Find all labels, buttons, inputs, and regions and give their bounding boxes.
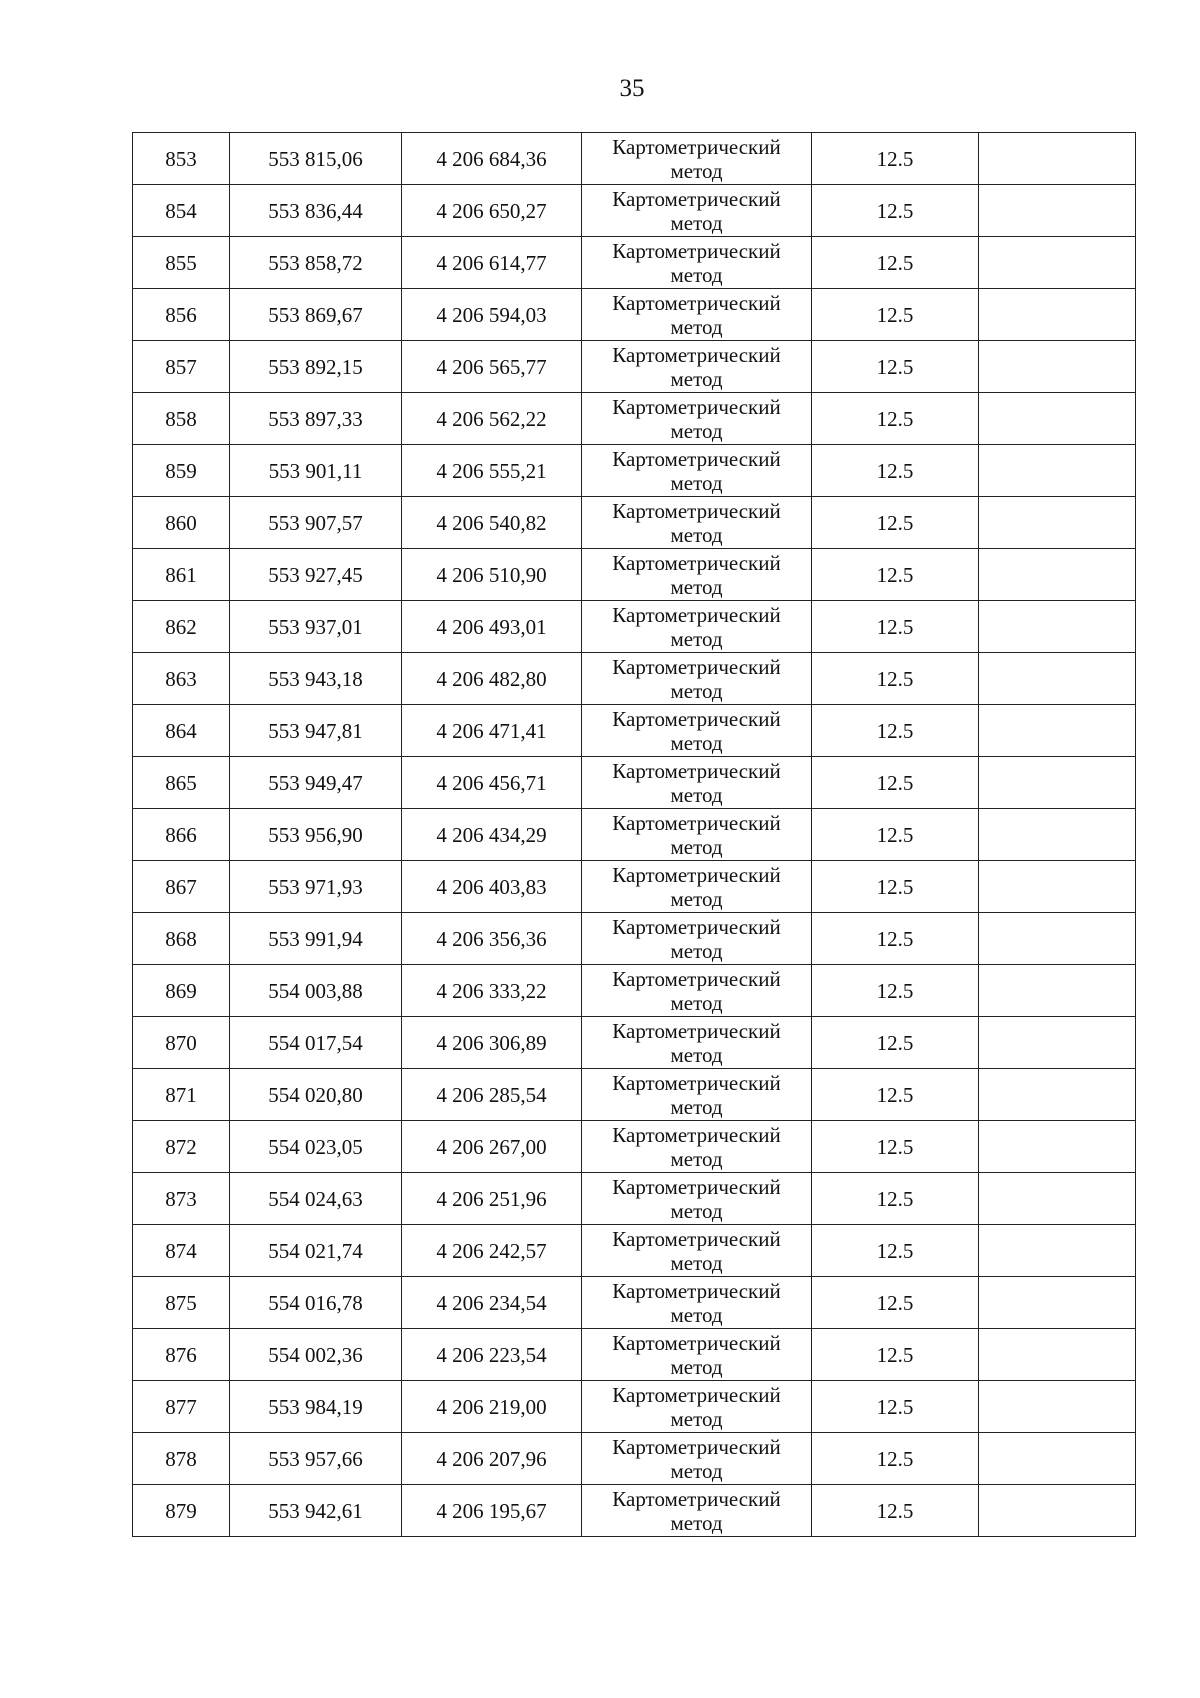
method-line-2: метод bbox=[670, 1458, 723, 1483]
method-line-2: метод bbox=[670, 1042, 723, 1067]
note-cell bbox=[979, 289, 1136, 341]
method-line-2: метод bbox=[670, 834, 723, 859]
y-coordinate-cell: 4 206 219,00 bbox=[402, 1381, 582, 1433]
method-cell bbox=[582, 653, 812, 705]
note-cell bbox=[979, 1485, 1136, 1537]
table-row bbox=[133, 445, 1136, 497]
table-row bbox=[133, 757, 1136, 809]
y-coordinate-cell: 4 206 306,89 bbox=[402, 1017, 582, 1069]
accuracy-cell: 12.5 bbox=[812, 133, 979, 185]
method-line-1: Картометрический bbox=[612, 290, 781, 315]
y-coordinate-cell: 4 206 565,77 bbox=[402, 341, 582, 393]
accuracy-cell: 12.5 bbox=[812, 601, 979, 653]
note-cell bbox=[979, 133, 1136, 185]
x-coordinate-cell: 553 869,67 bbox=[230, 289, 402, 341]
method-line-2: метод bbox=[670, 626, 723, 651]
table-row bbox=[133, 1485, 1136, 1537]
method-line-2: метод bbox=[670, 1354, 723, 1379]
note-cell bbox=[979, 549, 1136, 601]
accuracy-cell: 12.5 bbox=[812, 653, 979, 705]
method-line-1: Картометрический bbox=[612, 1486, 781, 1511]
method-line-2: метод bbox=[670, 782, 723, 807]
note-cell bbox=[979, 757, 1136, 809]
method-cell bbox=[582, 133, 812, 185]
point-number-cell: 874 bbox=[133, 1225, 230, 1277]
method-cell bbox=[582, 341, 812, 393]
y-coordinate-cell: 4 206 434,29 bbox=[402, 809, 582, 861]
x-coordinate-cell: 553 957,66 bbox=[230, 1433, 402, 1485]
x-coordinate-cell: 553 927,45 bbox=[230, 549, 402, 601]
x-coordinate-cell: 554 016,78 bbox=[230, 1277, 402, 1329]
note-cell bbox=[979, 1173, 1136, 1225]
method-line-2: метод bbox=[670, 1146, 723, 1171]
method-line-1: Картометрический bbox=[612, 914, 781, 939]
table-row bbox=[133, 1121, 1136, 1173]
x-coordinate-cell: 553 937,01 bbox=[230, 601, 402, 653]
method-cell bbox=[582, 1485, 812, 1537]
y-coordinate-cell: 4 206 333,22 bbox=[402, 965, 582, 1017]
accuracy-cell: 12.5 bbox=[812, 1225, 979, 1277]
method-line-2: метод bbox=[670, 886, 723, 911]
point-number-cell: 862 bbox=[133, 601, 230, 653]
accuracy-cell: 12.5 bbox=[812, 705, 979, 757]
accuracy-cell: 12.5 bbox=[812, 185, 979, 237]
method-line-2: метод bbox=[670, 1510, 723, 1535]
point-number-cell: 879 bbox=[133, 1485, 230, 1537]
note-cell bbox=[979, 1017, 1136, 1069]
method-line-1: Картометрический bbox=[612, 1434, 781, 1459]
method-cell bbox=[582, 1329, 812, 1381]
method-cell bbox=[582, 1017, 812, 1069]
accuracy-cell: 12.5 bbox=[812, 1433, 979, 1485]
method-line-1: Картометрический bbox=[612, 550, 781, 575]
accuracy-cell: 12.5 bbox=[812, 1485, 979, 1537]
note-cell bbox=[979, 1277, 1136, 1329]
table-row bbox=[133, 1381, 1136, 1433]
point-number-cell: 872 bbox=[133, 1121, 230, 1173]
method-cell bbox=[582, 1225, 812, 1277]
note-cell bbox=[979, 497, 1136, 549]
y-coordinate-cell: 4 206 540,82 bbox=[402, 497, 582, 549]
note-cell bbox=[979, 1329, 1136, 1381]
point-number-cell: 856 bbox=[133, 289, 230, 341]
point-number-cell: 857 bbox=[133, 341, 230, 393]
table-row bbox=[133, 965, 1136, 1017]
table-row bbox=[133, 1173, 1136, 1225]
accuracy-cell: 12.5 bbox=[812, 445, 979, 497]
x-coordinate-cell: 553 907,57 bbox=[230, 497, 402, 549]
accuracy-cell: 12.5 bbox=[812, 549, 979, 601]
point-number-cell: 875 bbox=[133, 1277, 230, 1329]
point-number-cell: 855 bbox=[133, 237, 230, 289]
y-coordinate-cell: 4 206 207,96 bbox=[402, 1433, 582, 1485]
x-coordinate-cell: 553 901,11 bbox=[230, 445, 402, 497]
y-coordinate-cell: 4 206 195,67 bbox=[402, 1485, 582, 1537]
point-number-cell: 860 bbox=[133, 497, 230, 549]
method-line-2: метод bbox=[670, 1094, 723, 1119]
method-line-1: Картометрический bbox=[612, 1122, 781, 1147]
method-line-1: Картометрический bbox=[612, 1174, 781, 1199]
x-coordinate-cell: 554 021,74 bbox=[230, 1225, 402, 1277]
method-cell bbox=[582, 913, 812, 965]
method-line-1: Картометрический bbox=[612, 1278, 781, 1303]
note-cell bbox=[979, 809, 1136, 861]
y-coordinate-cell: 4 206 510,90 bbox=[402, 549, 582, 601]
method-cell bbox=[582, 861, 812, 913]
method-cell bbox=[582, 237, 812, 289]
table-row bbox=[133, 705, 1136, 757]
method-cell bbox=[582, 497, 812, 549]
method-cell bbox=[582, 549, 812, 601]
point-number-cell: 870 bbox=[133, 1017, 230, 1069]
point-number-cell: 868 bbox=[133, 913, 230, 965]
accuracy-cell: 12.5 bbox=[812, 1173, 979, 1225]
method-line-2: метод bbox=[670, 730, 723, 755]
note-cell bbox=[979, 1069, 1136, 1121]
table-row bbox=[133, 289, 1136, 341]
y-coordinate-cell: 4 206 242,57 bbox=[402, 1225, 582, 1277]
method-line-2: метод bbox=[670, 1250, 723, 1275]
note-cell bbox=[979, 861, 1136, 913]
note-cell bbox=[979, 705, 1136, 757]
table-row bbox=[133, 1069, 1136, 1121]
method-line-2: метод bbox=[670, 990, 723, 1015]
x-coordinate-cell: 553 991,94 bbox=[230, 913, 402, 965]
method-line-1: Картометрический bbox=[612, 134, 781, 159]
method-cell bbox=[582, 393, 812, 445]
note-cell bbox=[979, 185, 1136, 237]
x-coordinate-cell: 553 892,15 bbox=[230, 341, 402, 393]
table-row bbox=[133, 393, 1136, 445]
method-line-2: метод bbox=[670, 1406, 723, 1431]
x-coordinate-cell: 554 003,88 bbox=[230, 965, 402, 1017]
method-line-2: метод bbox=[670, 470, 723, 495]
method-line-1: Картометрический bbox=[612, 654, 781, 679]
method-cell bbox=[582, 705, 812, 757]
accuracy-cell: 12.5 bbox=[812, 1381, 979, 1433]
y-coordinate-cell: 4 206 614,77 bbox=[402, 237, 582, 289]
method-cell bbox=[582, 965, 812, 1017]
coordinates-table-body bbox=[133, 133, 1136, 1537]
note-cell bbox=[979, 1121, 1136, 1173]
method-line-2: метод bbox=[670, 1198, 723, 1223]
point-number-cell: 869 bbox=[133, 965, 230, 1017]
table-row bbox=[133, 1277, 1136, 1329]
method-line-1: Картометрический bbox=[612, 1070, 781, 1095]
table-row bbox=[133, 913, 1136, 965]
x-coordinate-cell: 553 858,72 bbox=[230, 237, 402, 289]
method-line-1: Картометрический bbox=[612, 446, 781, 471]
note-cell bbox=[979, 965, 1136, 1017]
method-line-2: метод bbox=[670, 314, 723, 339]
point-number-cell: 854 bbox=[133, 185, 230, 237]
method-cell bbox=[582, 1173, 812, 1225]
y-coordinate-cell: 4 206 456,71 bbox=[402, 757, 582, 809]
method-cell bbox=[582, 445, 812, 497]
method-cell bbox=[582, 757, 812, 809]
accuracy-cell: 12.5 bbox=[812, 1069, 979, 1121]
accuracy-cell: 12.5 bbox=[812, 237, 979, 289]
y-coordinate-cell: 4 206 251,96 bbox=[402, 1173, 582, 1225]
method-cell bbox=[582, 809, 812, 861]
table-row bbox=[133, 549, 1136, 601]
method-line-2: метод bbox=[670, 210, 723, 235]
method-cell bbox=[582, 1433, 812, 1485]
method-line-2: метод bbox=[670, 1302, 723, 1327]
method-line-1: Картометрический bbox=[612, 706, 781, 731]
accuracy-cell: 12.5 bbox=[812, 913, 979, 965]
accuracy-cell: 12.5 bbox=[812, 341, 979, 393]
x-coordinate-cell: 554 024,63 bbox=[230, 1173, 402, 1225]
accuracy-cell: 12.5 bbox=[812, 1277, 979, 1329]
note-cell bbox=[979, 445, 1136, 497]
method-line-1: Картометрический bbox=[612, 1226, 781, 1251]
point-number-cell: 864 bbox=[133, 705, 230, 757]
method-cell bbox=[582, 1069, 812, 1121]
method-line-1: Картометрический bbox=[612, 1382, 781, 1407]
table-row bbox=[133, 341, 1136, 393]
accuracy-cell: 12.5 bbox=[812, 1017, 979, 1069]
x-coordinate-cell: 553 897,33 bbox=[230, 393, 402, 445]
method-line-1: Картометрический bbox=[612, 394, 781, 419]
accuracy-cell: 12.5 bbox=[812, 1329, 979, 1381]
accuracy-cell: 12.5 bbox=[812, 757, 979, 809]
coordinates-table bbox=[132, 132, 1136, 1537]
note-cell bbox=[979, 341, 1136, 393]
table-row bbox=[133, 601, 1136, 653]
table-row bbox=[133, 1329, 1136, 1381]
accuracy-cell: 12.5 bbox=[812, 861, 979, 913]
table-row bbox=[133, 1225, 1136, 1277]
x-coordinate-cell: 553 836,44 bbox=[230, 185, 402, 237]
method-line-1: Картометрический bbox=[612, 862, 781, 887]
method-line-1: Картометрический bbox=[612, 758, 781, 783]
note-cell bbox=[979, 913, 1136, 965]
method-line-1: Картометрический bbox=[612, 342, 781, 367]
x-coordinate-cell: 553 815,06 bbox=[230, 133, 402, 185]
method-cell bbox=[582, 289, 812, 341]
y-coordinate-cell: 4 206 285,54 bbox=[402, 1069, 582, 1121]
accuracy-cell: 12.5 bbox=[812, 393, 979, 445]
method-cell bbox=[582, 1121, 812, 1173]
table-row bbox=[133, 1017, 1136, 1069]
method-line-1: Картометрический bbox=[612, 186, 781, 211]
point-number-cell: 865 bbox=[133, 757, 230, 809]
table-row bbox=[133, 1433, 1136, 1485]
x-coordinate-cell: 553 949,47 bbox=[230, 757, 402, 809]
x-coordinate-cell: 554 017,54 bbox=[230, 1017, 402, 1069]
accuracy-cell: 12.5 bbox=[812, 965, 979, 1017]
method-line-1: Картометрический bbox=[612, 238, 781, 263]
point-number-cell: 877 bbox=[133, 1381, 230, 1433]
method-line-1: Картометрический bbox=[612, 498, 781, 523]
y-coordinate-cell: 4 206 555,21 bbox=[402, 445, 582, 497]
table-row bbox=[133, 237, 1136, 289]
y-coordinate-cell: 4 206 356,36 bbox=[402, 913, 582, 965]
table-row bbox=[133, 185, 1136, 237]
table-row bbox=[133, 809, 1136, 861]
method-line-1: Картометрический bbox=[612, 1330, 781, 1355]
y-coordinate-cell: 4 206 234,54 bbox=[402, 1277, 582, 1329]
note-cell bbox=[979, 1225, 1136, 1277]
x-coordinate-cell: 554 023,05 bbox=[230, 1121, 402, 1173]
x-coordinate-cell: 554 020,80 bbox=[230, 1069, 402, 1121]
point-number-cell: 853 bbox=[133, 133, 230, 185]
x-coordinate-cell: 554 002,36 bbox=[230, 1329, 402, 1381]
x-coordinate-cell: 553 942,61 bbox=[230, 1485, 402, 1537]
method-line-2: метод bbox=[670, 678, 723, 703]
x-coordinate-cell: 553 956,90 bbox=[230, 809, 402, 861]
x-coordinate-cell: 553 947,81 bbox=[230, 705, 402, 757]
point-number-cell: 859 bbox=[133, 445, 230, 497]
y-coordinate-cell: 4 206 650,27 bbox=[402, 185, 582, 237]
note-cell bbox=[979, 653, 1136, 705]
y-coordinate-cell: 4 206 223,54 bbox=[402, 1329, 582, 1381]
accuracy-cell: 12.5 bbox=[812, 289, 979, 341]
accuracy-cell: 12.5 bbox=[812, 497, 979, 549]
point-number-cell: 861 bbox=[133, 549, 230, 601]
y-coordinate-cell: 4 206 594,03 bbox=[402, 289, 582, 341]
point-number-cell: 863 bbox=[133, 653, 230, 705]
table-row bbox=[133, 497, 1136, 549]
method-cell bbox=[582, 1277, 812, 1329]
accuracy-cell: 12.5 bbox=[812, 1121, 979, 1173]
point-number-cell: 873 bbox=[133, 1173, 230, 1225]
note-cell bbox=[979, 601, 1136, 653]
page-number: 35 bbox=[619, 75, 645, 102]
y-coordinate-cell: 4 206 684,36 bbox=[402, 133, 582, 185]
method-line-1: Картометрический bbox=[612, 810, 781, 835]
method-line-2: метод bbox=[670, 262, 723, 287]
method-line-2: метод bbox=[670, 418, 723, 443]
x-coordinate-cell: 553 971,93 bbox=[230, 861, 402, 913]
y-coordinate-cell: 4 206 482,80 bbox=[402, 653, 582, 705]
method-line-2: метод bbox=[670, 366, 723, 391]
y-coordinate-cell: 4 206 403,83 bbox=[402, 861, 582, 913]
table-row bbox=[133, 861, 1136, 913]
note-cell bbox=[979, 393, 1136, 445]
method-line-2: метод bbox=[670, 574, 723, 599]
table-row bbox=[133, 653, 1136, 705]
method-cell bbox=[582, 601, 812, 653]
method-cell bbox=[582, 1381, 812, 1433]
method-line-1: Картометрический bbox=[612, 1018, 781, 1043]
x-coordinate-cell: 553 943,18 bbox=[230, 653, 402, 705]
point-number-cell: 878 bbox=[133, 1433, 230, 1485]
note-cell bbox=[979, 1381, 1136, 1433]
method-cell bbox=[582, 185, 812, 237]
method-line-1: Картометрический bbox=[612, 966, 781, 991]
accuracy-cell: 12.5 bbox=[812, 809, 979, 861]
method-line-2: метод bbox=[670, 158, 723, 183]
note-cell bbox=[979, 1433, 1136, 1485]
point-number-cell: 866 bbox=[133, 809, 230, 861]
y-coordinate-cell: 4 206 493,01 bbox=[402, 601, 582, 653]
x-coordinate-cell: 553 984,19 bbox=[230, 1381, 402, 1433]
method-line-2: метод bbox=[670, 938, 723, 963]
y-coordinate-cell: 4 206 562,22 bbox=[402, 393, 582, 445]
method-line-2: метод bbox=[670, 522, 723, 547]
point-number-cell: 876 bbox=[133, 1329, 230, 1381]
point-number-cell: 858 bbox=[133, 393, 230, 445]
y-coordinate-cell: 4 206 471,41 bbox=[402, 705, 582, 757]
table-row bbox=[133, 133, 1136, 185]
y-coordinate-cell: 4 206 267,00 bbox=[402, 1121, 582, 1173]
point-number-cell: 871 bbox=[133, 1069, 230, 1121]
point-number-cell: 867 bbox=[133, 861, 230, 913]
method-line-1: Картометрический bbox=[612, 602, 781, 627]
note-cell bbox=[979, 237, 1136, 289]
